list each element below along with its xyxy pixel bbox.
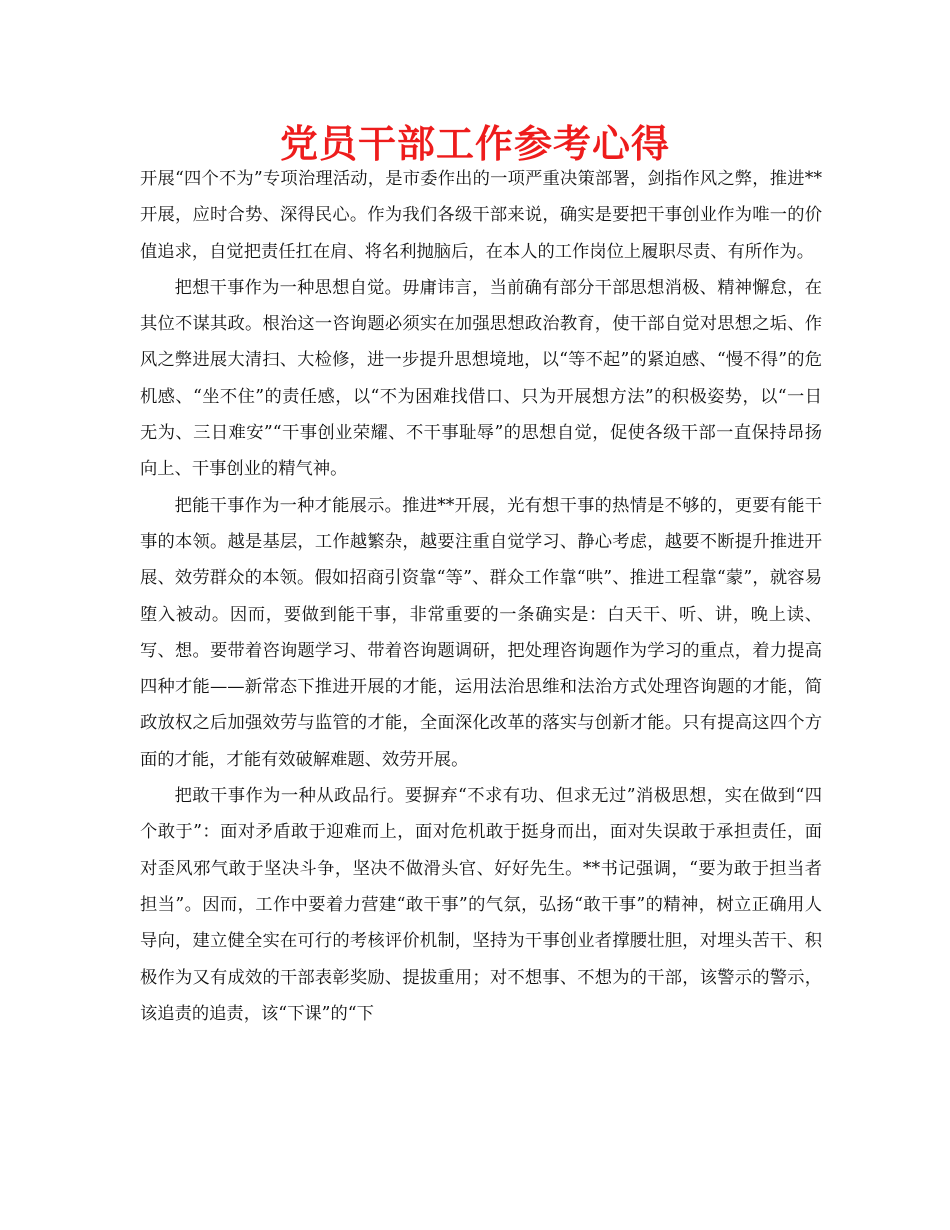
paragraph-ability: 把能干事作为一种才能展示。推进**开展，光有想干事的热情是不够的，更要有能干事的本领。越是基层，工作越繁杂，越要注重自觉学习、静心考虑，越要不断提升推进开展、效劳群众的本领。假如招商引资靠“等”、群众工作靠“哄”、推进工程靠“蒙”，就容易堕入被动。因而，要做到能干事，非常重要的一条确实是：白天干、听、讲，晚上读、写、想。要带着咨询题学习、带着咨询题调研，把处理咨询题作为学习的重点，着力提高四种才能——新常态下推进开展的才能，运用法治思维和法治方式处理咨询题的才能，简政放权之后加强效劳与监管的才能，全面深化改革的落实与创新才能。只有提高这四个方面的才能，才能有效破解难题、效劳开展。 — [140, 495, 822, 770]
document-title: 党员干部工作参考心得 — [279, 122, 670, 166]
paragraph-think: 把想干事作为一种思想自觉。毋庸讳言，当前确有部分干部思想消极、精神懈怠，在其位不谋其政。根治这一咨询题必须实在加强思想政治教育，使干部自觉对思想之垢、作风之弊进展大清扫、大检修，进一步提升思想境地，以“等不起”的紧迫感、“慢不得”的危机感、“坐不住”的责任感，以“不为困难找借口、只为开展想方法”的积极姿势，以“一日无为、三日难安”“干事创业荣耀、不干事耻辱”的思想自觉，促使各级干部一直保持昂扬向上、干事创业的精气神。 — [140, 277, 822, 480]
paragraph-courage: 把敢干事作为一种从政品行。要摒弃“不求有功、但求无过”消极思想，实在做到“四个敢于”：面对矛盾敢于迎难而上，面对危机敢于挺身而出，面对失误敢于承担责任，面对歪风邪气敢于坚决斗争，坚决不做滑头官、好好先生。**书记强调，“要为敢于担当者担当”。因而，工作中要着力营建“敢干事”的气氛，弘扬“敢干事”的精神，树立正确用人导向，建立健全实在可行的考核评价机制，坚持为干事创业者撑腰壮胆，对埋头苦干、积极作为又有成效的干部表彰奖励、提拔重用；对不想事、不想为的干部，该警示的警示，该追责的追责，该“下课”的“下 — [140, 786, 822, 1024]
paragraph-intro: 开展“四个不为”专项治理活动，是市委作出的一项严重决策部署，剑指作风之弊，推进**开展，应时合势、深得民心。作为我们各级干部来说，确实是要把干事创业作为唯一的价值追求，自觉把责任扛在肩、将名利抛脑后，在本人的工作岗位上履职尽责、有所作为。 — [140, 169, 822, 262]
document-body — [140, 161, 822, 1032]
